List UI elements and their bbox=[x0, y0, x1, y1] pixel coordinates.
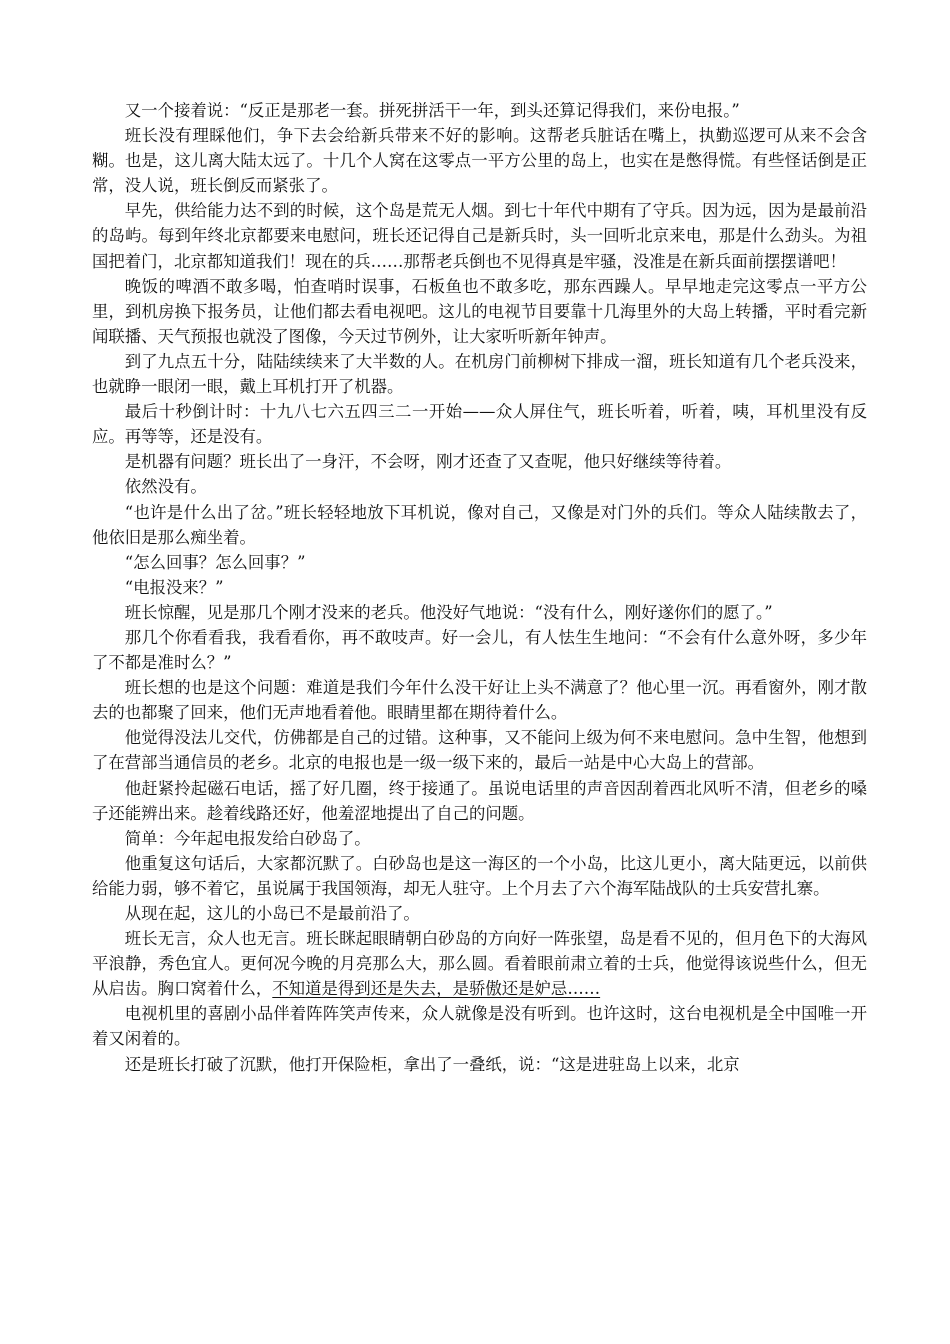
paragraph-17: 简单：今年起电报发给白砂岛了。 bbox=[124, 828, 371, 848]
paragraph-18: 他重复这句话后，大家都沉默了。白砂岛也是这一海区的一个小岛，比这儿更小，离大陆更远，以前供给能力弱，够不着它，虽说属于我国领海，却无人驻守。上个月去了六个海军陆战队的士兵安营扎寨。 bbox=[92, 853, 867, 898]
paragraph-1: 又一个接着说：“反正是那老一套。拼死拼活干一年，到头还算记得我们，来份电报。” bbox=[124, 101, 740, 120]
paragraph-5: 到了九点五十分，陆陆续续来了大半数的人。在机房门前柳树下排成一溜，班长知道有几个老兵没来，也就睁一眼闭一眼，戴上耳机打开了机器。 bbox=[92, 351, 867, 397]
paragraph-13: 那几个你看看我，我看看你，再不敢吱声。好一会儿，有人怯生生地问：“不会有什么意外呀，多少年了不都是准时么？” bbox=[92, 627, 867, 673]
paragraph-10: “怎么回事？怎么回事？” bbox=[124, 552, 306, 572]
paragraph-8: 依然没有。 bbox=[124, 477, 207, 497]
underlined-phrase: 不知道是得到还是失去，是骄傲还是妒忌…… bbox=[272, 979, 601, 999]
paragraph-14: 班长想的也是这个问题：难道是我们今年什么没干好让上头不满意了？他心里一沉。再看窗外，刚才散去的也都聚了回来，他们无声地看着他。眼睛里都在期待着什么。 bbox=[92, 678, 867, 723]
paragraph-9: “也许是什么出了岔。”班长轻轻地放下耳机说，像对自己，又像是对门外的兵们。等众人陆续散去了，他依旧是那么痴坐着。 bbox=[92, 502, 867, 547]
paragraph-6: 最后十秒倒计时：十九八七六五四三二一开始——众人屏住气，班长听着，听着，咦，耳机里没有反应。再等等，还是没有。 bbox=[92, 402, 867, 447]
document-page bbox=[92, 98, 867, 1077]
paragraph-11: “电报没来？” bbox=[124, 577, 224, 597]
paragraph-20 bbox=[92, 926, 867, 1001]
paragraph-20-text: 班长无言，众人也无言。班长眯起眼睛朝白砂岛的方向好一阵张望，岛是看不见的，但月色下的大海风平浪静，秀色宜人。更何况今晚的月亮那么大，那么圆。看着眼前肃立着的士兵，他觉得该说些什么，但无从启齿。胸口窝着什么， bbox=[92, 929, 867, 999]
paragraph-3: 早先，供给能力达不到的时候，这个岛是荒无人烟。到七十年代中期有了守兵。因为远，因为是最前沿的岛屿。每到年终北京都要来电慰问，班长还记得自己是新兵时，头一回听北京来电，那是什么劲头。为祖国把着门，北京都知道我们！现在的兵……那帮老兵倒也不见得真是牢骚，没准是在新兵面前摆摆谱吧！ bbox=[92, 201, 867, 271]
paragraph-22: 还是班长打破了沉默，他打开保险柜，拿出了一叠纸，说：“这是进驻岛上以来，北京 bbox=[124, 1054, 740, 1074]
paragraph-2: 班长没有理睬他们，争下去会给新兵带来不好的影响。这帮老兵脏话在嘴上，执勤巡逻可从来不会含糊。也是，这儿离大陆太远了。十几个人窝在这零点一平方公里的岛上，也实在是憋得慌。有些怪话倒是正常，没人说，班长倒反而紧张了。 bbox=[92, 126, 867, 196]
paragraph-15: 他觉得没法儿交代，仿佛都是自己的过错。这种事，又不能问上级为何不来电慰问。急中生智，他想到了在营部当通信员的老乡。北京的电报也是一级一级下来的，最后一站是中心大岛上的营部。 bbox=[92, 728, 867, 773]
paragraph-7: 是机器有问题？班长出了一身汗，不会呀，刚才还查了又查呢，他只好继续等待着。 bbox=[124, 452, 732, 472]
paragraph-16: 他赶紧拎起磁石电话，摇了好几圈，终于接通了。虽说电话里的声音因刮着西北风听不清，但老乡的嗓子还能辨出来。趁着线路还好，他羞涩地提出了自己的问题。 bbox=[92, 778, 867, 823]
paragraph-19: 从现在起，这儿的小岛已不是最前沿了。 bbox=[124, 904, 420, 923]
paragraph-12: 班长惊醒，见是那几个刚才没来的老兵。他没好气地说：“没有什么，刚好遂你们的愿了。” bbox=[124, 602, 773, 622]
paragraph-21: 电视机里的喜剧小品伴着阵阵笑声传来，众人就像是没有听到。也许这时，这台电视机是全中国唯一开着又闲着的。 bbox=[92, 1004, 867, 1049]
paragraph-4: 晚饭的啤酒不敢多喝，怕查哨时误事，石板鱼也不敢多吃，那东西躁人。早早地走完这零点一平方公里，到机房换下报务员，让他们都去看电视吧。这儿的电视节目要靠十几海里外的大岛上转播，平时看完新闻联播、天气预报也就没了图像，今天过节例外，让大家听听新年钟声。 bbox=[92, 276, 867, 346]
